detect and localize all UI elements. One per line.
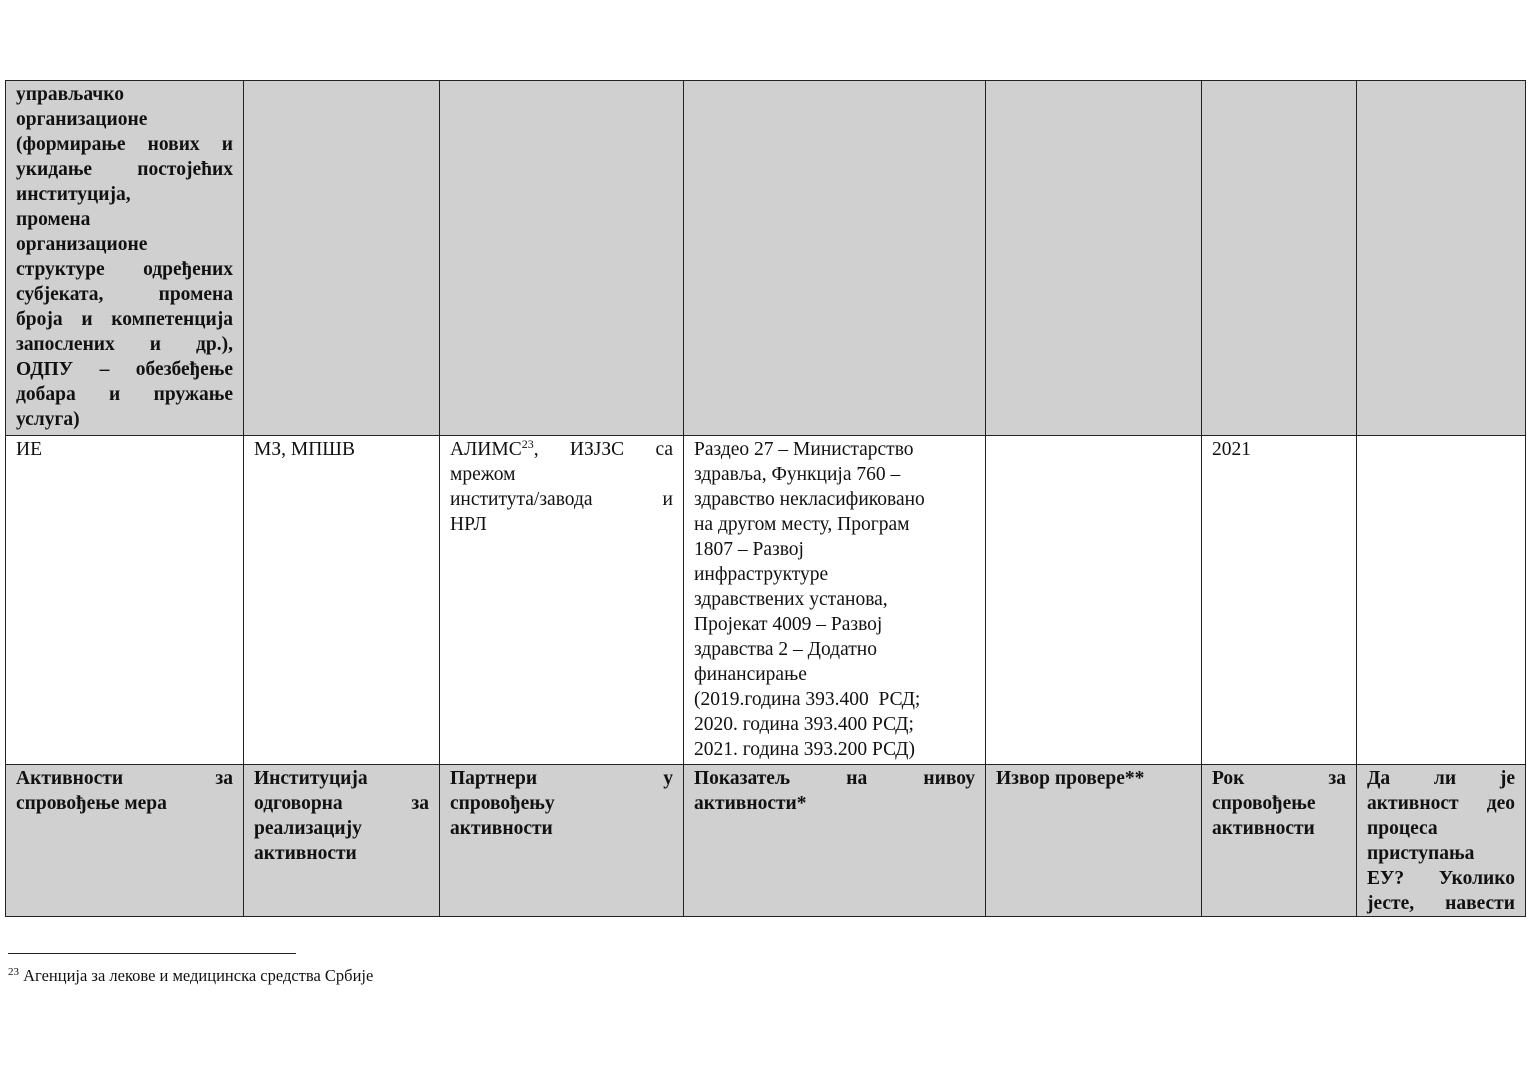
header-deadline: Рок за спровођење активности bbox=[1202, 765, 1357, 917]
activities-table bbox=[5, 80, 1526, 917]
empty-cell bbox=[1357, 81, 1526, 436]
header-institution: Институција одговорна за реализацију активности bbox=[244, 765, 440, 917]
empty-cell bbox=[684, 81, 986, 436]
activity-cell: ИЕ bbox=[6, 436, 244, 765]
partners-first-line: АЛИМС$^{23}$, ИЗЈЗС са bbox=[450, 437, 673, 460]
header-verification-source: Извор провере** bbox=[986, 765, 1202, 917]
deadline-cell: 2021 bbox=[1202, 436, 1357, 765]
footnote bbox=[8, 966, 373, 986]
footnote-ref: 23 bbox=[521, 437, 534, 451]
eu-cell bbox=[1357, 436, 1526, 765]
empty-cell bbox=[1202, 81, 1357, 436]
header-activities: Активности за спровођење мера bbox=[6, 765, 244, 917]
verification-cell bbox=[986, 436, 1202, 765]
empty-cell bbox=[244, 81, 440, 436]
footnote-text: Агенција за лекове и медицинска средства Србије bbox=[19, 966, 374, 985]
header-partners: Партнери у спровођењу активности bbox=[440, 765, 684, 917]
header-eu-accession: Да ли је активност део процеса приступања ЕУ? Уколико јесте, навести bbox=[1357, 765, 1526, 917]
header-indicator: Показатељ на нивоу активности* bbox=[684, 765, 986, 917]
footnote-number: 23 bbox=[8, 966, 19, 978]
table-row bbox=[6, 81, 1526, 436]
empty-cell bbox=[986, 81, 1202, 436]
funding-cell: Раздео 27 – Министарство здравља, Функција 760 – здравство некласификовано на другом месту, Програм 1807 – Развој инфраструктуре здравствених установа, Пројекат 4009 – Развој здравства 2 – Додатно финансирање (2019.година 393.400 РСД; 2020. година 393.400 РСД; 2021. година 393.200 РСД) bbox=[684, 436, 986, 765]
table-header-row bbox=[6, 765, 1526, 917]
activity-type-cell: управљачко организационе (формирање нових и укидање постојећих институција, промена организационе структуре одређених субјеката, промена броја и компетенција запослених и др.), ОДПУ – обезбеђење добара и пружање услуга) bbox=[6, 81, 244, 436]
empty-cell bbox=[440, 81, 684, 436]
institution-cell: МЗ, МПШВ bbox=[244, 436, 440, 765]
table-row bbox=[6, 436, 1526, 765]
partners-cell: АЛИМС$^{23}$, ИЗЈЗС са мрежом института/завода и НРЛ bbox=[440, 436, 684, 765]
footnote-separator bbox=[8, 953, 296, 954]
